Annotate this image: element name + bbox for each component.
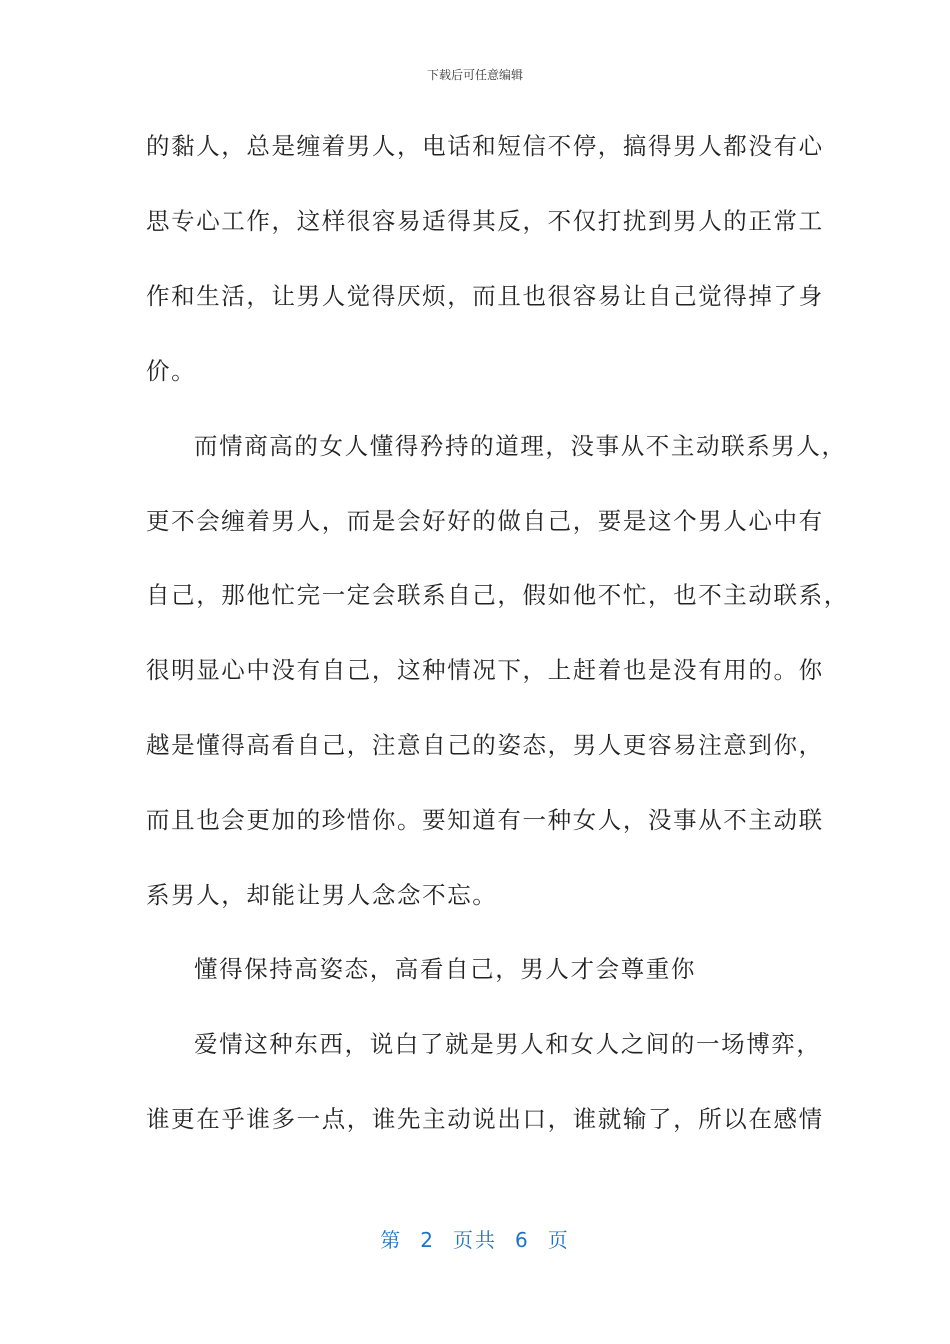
page-footer [0,1224,950,1253]
text-line: 很明显心中没有自己，这种情况下，上赶着也是没有用的。你 [146,656,824,684]
section-heading: 懂得保持高姿态，高看自己，男人才会尊重你 [194,955,696,983]
page-header: 下载后可任意编辑 [426,68,523,82]
footer-prefix: 第 [380,1228,403,1252]
text-line: 谁更在乎谁多一点，谁先主动说出口，谁就输了，所以在感情 [146,1105,824,1133]
text-line: 的黏人，总是缠着男人，电话和短信不停，搞得男人都没有心 [146,132,824,160]
footer-suffix: 页 [547,1228,570,1252]
text-line: 更不会缠着男人，而是会好好的做自己，要是这个男人心中有 [146,507,824,535]
footer-middle: 页共 [453,1228,497,1252]
text-line: 系男人，却能让男人念念不忘。 [146,881,498,909]
paragraph-start-line: 爱情这种东西，说白了就是男人和女人之间的一场博弈， [194,1030,822,1058]
text-line: 思专心工作，这样很容易适得其反，不仅打扰到男人的正常工 [146,207,824,235]
paragraph-start-line: 而情商高的女人懂得矜持的道理，没事从不主动联系男人， [194,432,847,460]
text-line: 而且也会更加的珍惜你。要知道有一种女人，没事从不主动联 [146,806,824,834]
text-line: 越是懂得高看自己，注意自己的姿态，男人更容易注意到你， [146,731,824,759]
text-line: 自己，那他忙完一定会联系自己，假如他不忙，也不主动联系， [146,581,849,609]
footer-page-number: 2 [420,1228,435,1252]
text-line: 作和生活，让男人觉得厌烦，而且也很容易让自己觉得掉了身 [146,282,824,310]
text-line: 价。 [146,357,197,385]
footer-total-pages: 6 [515,1228,530,1252]
